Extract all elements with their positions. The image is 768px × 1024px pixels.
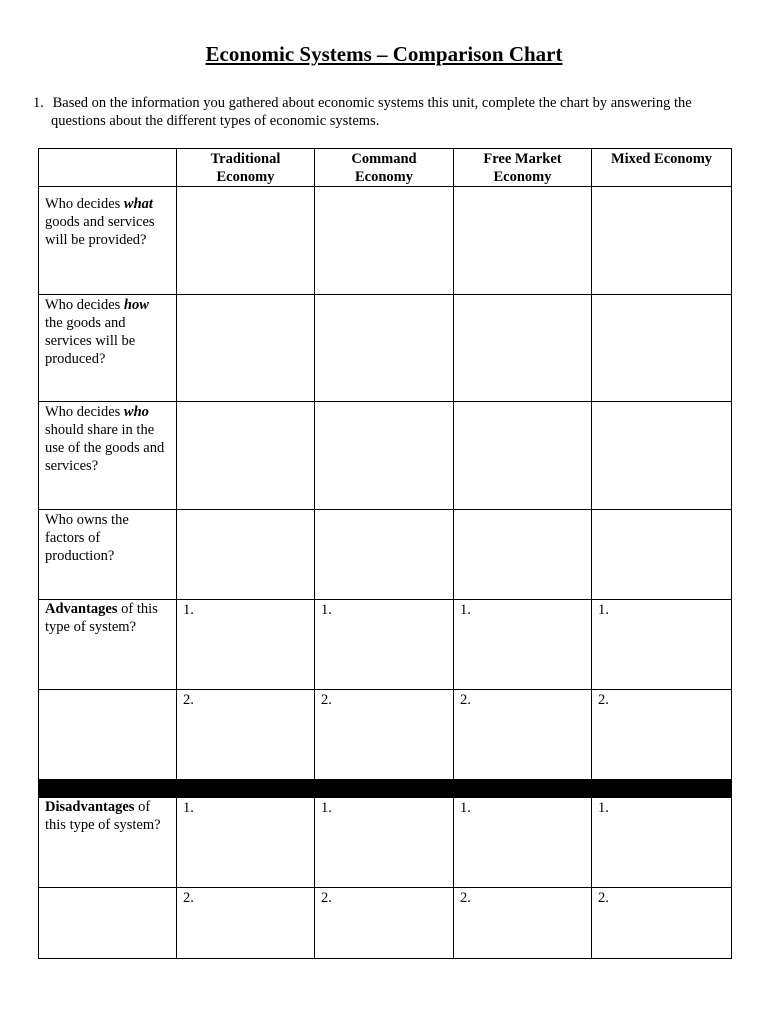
row-label-who [39, 402, 177, 510]
header-mixed-line1: Mixed Economy [610, 151, 713, 167]
answer-cell-command-who[interactable] [315, 402, 454, 510]
disadvantage-2-command[interactable] [315, 888, 454, 959]
row-label-disadvantages [39, 798, 177, 888]
header-traditional-line2: Economy [216, 169, 275, 185]
item-number: 2. [183, 890, 194, 906]
advantage-2-traditional[interactable] [177, 690, 315, 780]
item-number: 2. [598, 890, 609, 906]
header-command-line1: Command [351, 151, 417, 167]
row-owns-text: Who owns the factors of production? [45, 512, 129, 564]
instruction-line-2: questions about the different types of economic systems. [51, 113, 380, 129]
row-how-pre: Who decides [45, 297, 124, 313]
disadvantage-2-free-market[interactable] [454, 888, 592, 959]
row-label-what [39, 187, 177, 295]
answer-cell-command-what[interactable] [315, 187, 454, 295]
item-number: 2. [460, 890, 471, 906]
answer-cell-free-market-owns[interactable] [454, 510, 592, 600]
row-advantages-2 [39, 690, 732, 780]
advantage-1-command[interactable] [315, 600, 454, 690]
row-advantages-1 [39, 600, 732, 690]
row-label-advantages [39, 600, 177, 690]
header-command-line2: Economy [355, 169, 413, 185]
disadvantage-1-traditional[interactable] [177, 798, 315, 888]
disadvantage-1-free-market[interactable] [454, 798, 592, 888]
row-what [39, 187, 732, 295]
item-number: 2. [321, 692, 332, 708]
advantage-2-command[interactable] [315, 690, 454, 780]
row-disadvantages-2 [39, 888, 732, 959]
answer-cell-traditional-what[interactable] [177, 187, 315, 295]
answer-cell-mixed-owns[interactable] [592, 510, 732, 600]
header-mixed [592, 149, 732, 187]
answer-cell-command-owns[interactable] [315, 510, 454, 600]
row-disadvantages-post: of this type of system? [45, 799, 161, 833]
row-how-em: how [123, 297, 149, 313]
header-traditional-line1: Traditional [210, 151, 281, 167]
row-label-disadvantages-empty [39, 888, 177, 959]
instruction-line-1: Based on the information you gathered about economic systems this unit, complete the chart by answering the [52, 95, 692, 111]
row-what-pre: Who decides [45, 196, 124, 212]
row-who-pre: Who decides [45, 404, 124, 420]
answer-cell-traditional-how[interactable] [177, 295, 315, 402]
item-number: 2. [183, 692, 194, 708]
advantage-1-free-market[interactable] [454, 600, 592, 690]
header-command [315, 149, 454, 187]
row-advantages-bold: Advantages [45, 601, 118, 617]
row-label-advantages-empty [39, 690, 177, 780]
answer-cell-command-how[interactable] [315, 295, 454, 402]
advantage-2-free-market[interactable] [454, 690, 592, 780]
answer-cell-free-market-who[interactable] [454, 402, 592, 510]
advantage-2-mixed[interactable] [592, 690, 732, 780]
header-free-market [454, 149, 592, 187]
answer-cell-mixed-what[interactable] [592, 187, 732, 295]
header-traditional [177, 149, 315, 187]
row-owns [39, 510, 732, 600]
row-who-em: who [123, 404, 149, 420]
item-number: 1. [321, 800, 332, 816]
instructions [33, 94, 723, 130]
advantage-1-mixed[interactable] [592, 600, 732, 690]
row-disadvantages-1 [39, 798, 732, 888]
row-what-post: goods and services will be provided? [45, 214, 155, 248]
header-row [39, 149, 732, 187]
advantage-1-traditional[interactable] [177, 600, 315, 690]
page-title: Economic Systems – Comparison Chart [205, 42, 563, 66]
header-free-market-line1: Free Market [483, 151, 562, 167]
separator-row [39, 780, 732, 798]
row-label-how [39, 295, 177, 402]
answer-cell-mixed-who[interactable] [592, 402, 732, 510]
header-free-market-line2: Economy [493, 169, 552, 185]
row-how [39, 295, 732, 402]
item-number: 1. [183, 800, 194, 816]
row-advantages-post: of this type of system? [45, 601, 158, 635]
item-number: 1. [321, 602, 332, 618]
row-label-owns [39, 510, 177, 600]
item-number: 1. [460, 800, 471, 816]
answer-cell-free-market-what[interactable] [454, 187, 592, 295]
header-corner-cell [39, 149, 177, 187]
answer-cell-free-market-how[interactable] [454, 295, 592, 402]
instruction-number: 1. [33, 95, 44, 111]
item-number: 2. [598, 692, 609, 708]
item-number: 1. [598, 800, 609, 816]
disadvantage-2-traditional[interactable] [177, 888, 315, 959]
item-number: 1. [183, 602, 194, 618]
comparison-chart [38, 148, 732, 959]
row-who-post: should share in the use of the goods and services? [45, 422, 165, 474]
answer-cell-traditional-owns[interactable] [177, 510, 315, 600]
answer-cell-mixed-how[interactable] [592, 295, 732, 402]
item-number: 1. [598, 602, 609, 618]
item-number: 1. [460, 602, 471, 618]
disadvantage-2-mixed[interactable] [592, 888, 732, 959]
row-who [39, 402, 732, 510]
row-how-post: the goods and services will be produced? [45, 315, 136, 367]
answer-cell-traditional-who[interactable] [177, 402, 315, 510]
item-number: 2. [460, 692, 471, 708]
row-what-em: what [123, 196, 153, 212]
item-number: 2. [321, 890, 332, 906]
row-disadvantages-bold: Disadvantages [45, 799, 135, 815]
separator-bar [39, 780, 732, 798]
disadvantage-1-command[interactable] [315, 798, 454, 888]
disadvantage-1-mixed[interactable] [592, 798, 732, 888]
